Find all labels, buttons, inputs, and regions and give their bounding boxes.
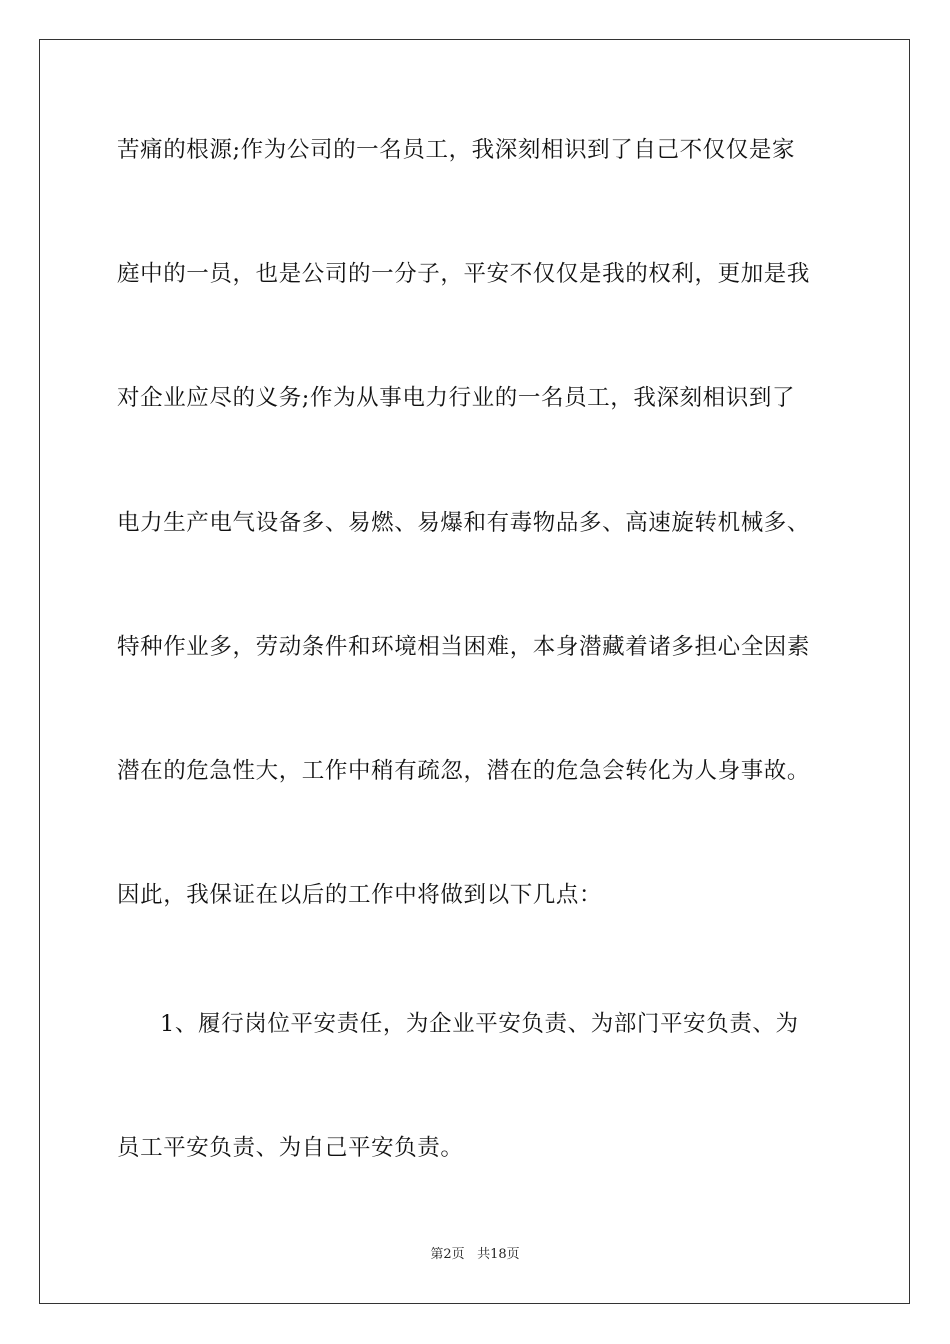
paragraph-line: 因此，我保证在以后的工作中将做到以下几点： <box>117 882 603 908</box>
paragraph-line: 庭中的一员，也是公司的一分子，平安不仅仅是我的权利，更加是我 <box>117 261 811 287</box>
page-footer <box>0 1246 950 1264</box>
paragraph-line: 苦痛的根源;作为公司的一名员工，我深刻相识到了自己不仅仅是家 <box>117 137 796 163</box>
page-number: 第2页 <box>430 1247 465 1262</box>
page-total: 共18页 <box>477 1247 520 1262</box>
paragraph-line: 对企业应尽的义务;作为从事电力行业的一名员工，我深刻相识到了 <box>117 385 796 411</box>
list-item-line: 1、履行岗位平安责任，为企业平安负责、为部门平安负责、为 <box>160 1011 799 1037</box>
page-border <box>39 39 910 1304</box>
paragraph-line: 电力生产电气设备多、易燃、易爆和有毒物品多、高速旋转机械多、 <box>117 510 811 536</box>
paragraph-line: 潜在的危急性大，工作中稍有疏忽，潜在的危急会转化为人身事故。 <box>117 758 811 784</box>
paragraph-line: 特种作业多，劳动条件和环境相当困难，本身潜藏着诸多担心全因素 <box>117 634 811 660</box>
list-item-line: 员工平安负责、为自己平安负责。 <box>117 1135 464 1161</box>
